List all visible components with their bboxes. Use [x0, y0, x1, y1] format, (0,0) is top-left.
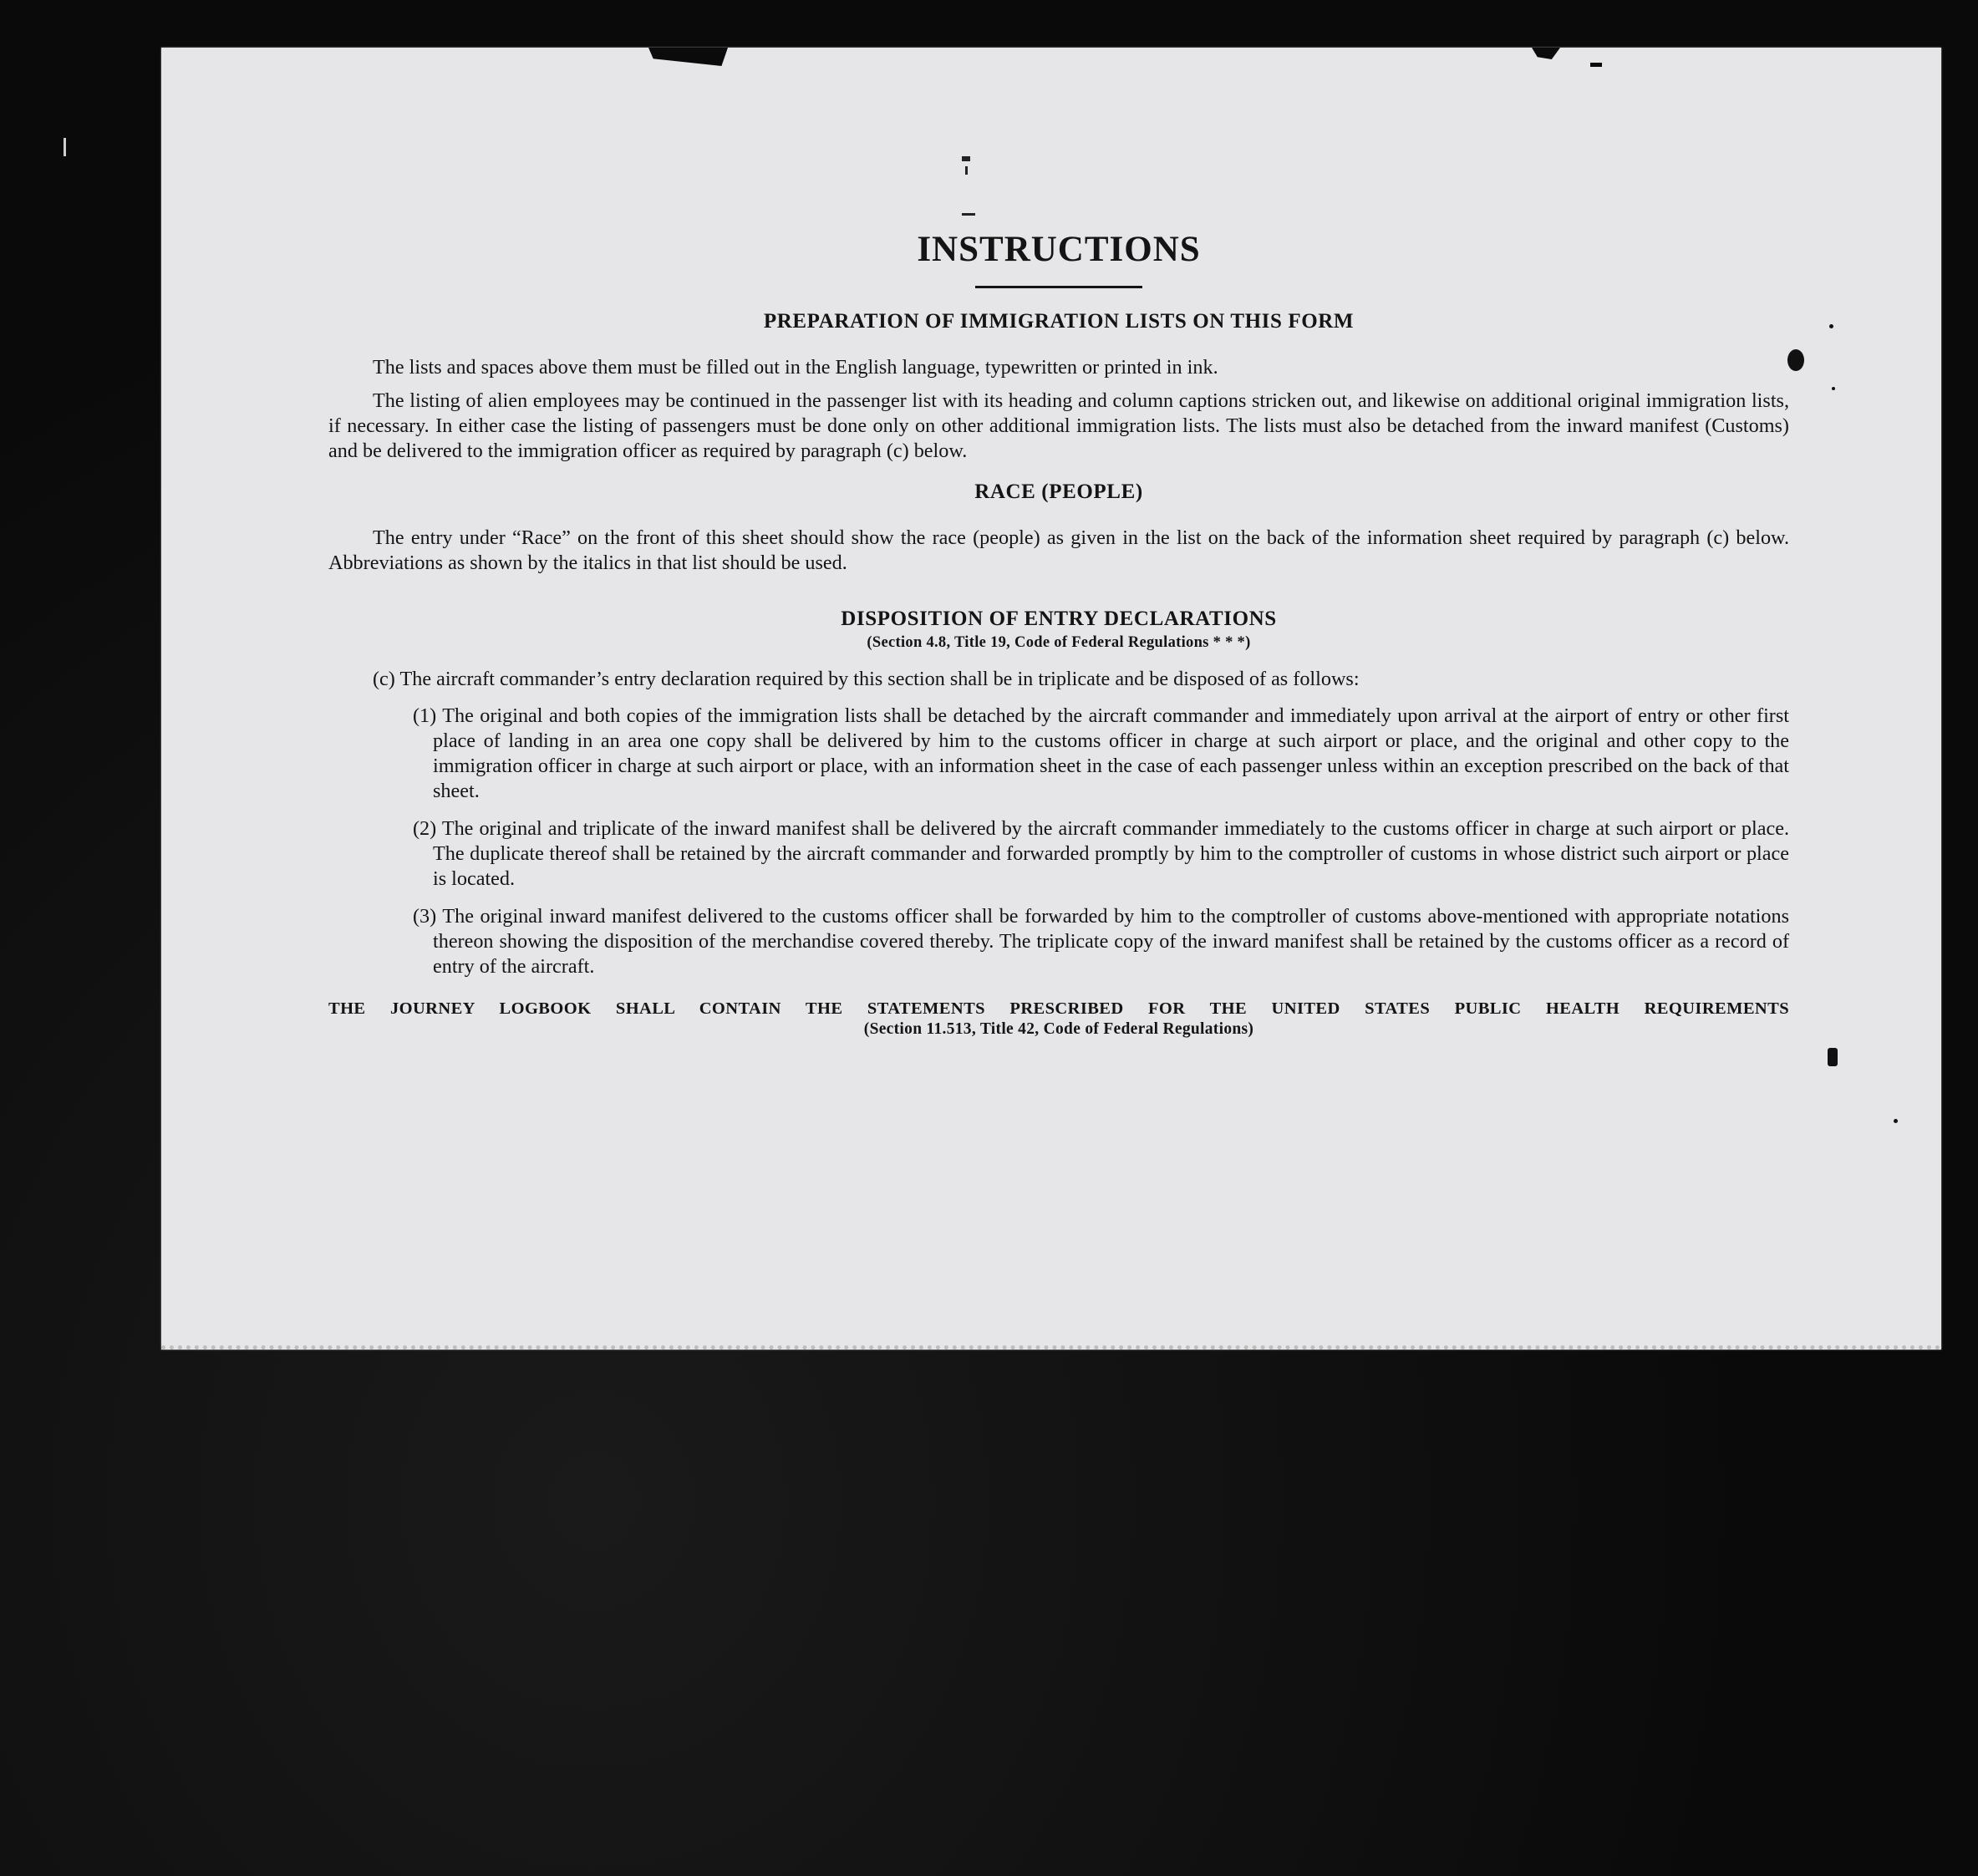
ink-blot	[1829, 324, 1833, 328]
bleed-through-text	[847, 78, 852, 103]
ink-blot	[1828, 1048, 1838, 1066]
disposition-intro: (c) The aircraft commander’s entry declaration required by this section shall be in triplicate and be disposed of as follows:	[373, 668, 1360, 690]
health-requirements-citation: (Section 11.513, Title 42, Code of Federal Regulations)	[863, 1020, 1254, 1038]
race-heading: RACE (PEOPLE)	[974, 480, 1143, 503]
preparation-paragraph-2: The listing of alien employees may be continued in the passenger list with its heading and column captions stricken out, and likewise on additional original immigration lists, if necessary. In either case the listing of passengers must be done only on other additional immigration lists. The lists must also be detached from the inward manifest (Customs) and be delivered to the immigration officer as required by paragraph (c) below.	[328, 389, 1789, 462]
document-sheet	[161, 48, 1941, 1350]
health-requirements-statement: THE JOURNEY LOGBOOK SHALL CONTAIN THE STATEMENTS PRESCRIBED FOR THE UNITED STATES PUBLIC HEALTH REQUIREMENTS	[328, 999, 1789, 1018]
torn-edge-mark	[1590, 63, 1602, 67]
preparation-heading: PREPARATION OF IMMIGRATION LISTS ON THIS FORM	[763, 310, 1355, 333]
ink-mark	[965, 166, 968, 175]
disposition-list	[328, 704, 1789, 979]
ink-blot	[1894, 1119, 1898, 1123]
torn-edge-mark	[1532, 48, 1560, 59]
page-title: INSTRUCTIONS	[917, 230, 1201, 269]
title-underline	[975, 286, 1142, 288]
race-paragraph: The entry under “Race” on the front of this sheet should show the race (people) as given in the list on the back of the information sheet required by paragraph (c) below. Abbreviations as shown by the italics in that list should be used.	[328, 526, 1789, 574]
ink-blot	[1787, 349, 1804, 371]
list-item: (2) The original and triplicate of the inward manifest shall be delivered by the aircraft commander immediately to the customs officer in charge at such airport or place. The duplicate thereof shall be retained by the aircraft commander and forwarded promptly by him to the comptroller of customs in whose district such airport or place is located.	[413, 817, 1789, 890]
bleed-through-text	[629, 106, 635, 131]
list-item: (3) The original inward manifest delivered to the customs officer shall be forwarded by him to the comptroller of customs above-mentioned with appropriate notations thereon showing the disposition of the merchandise covered thereby. The triplicate copy of the inward manifest shall be retained by the customs officer as a record of entry of the aircraft.	[413, 905, 1789, 978]
ink-mark	[962, 156, 970, 161]
ink-blot	[1832, 387, 1835, 390]
list-item: (1) The original and both copies of the immigration lists shall be detached by the aircraft commander and immediately upon arrival at the airport of entry or other first place of landing in an area one copy shall be delivered by him to the customs officer in charge at such airport or place, and the original and other copy to the immigration officer in charge at such airport or place, with an information sheet in the case of each passenger unless within an exception prescribed on the back of that sheet.	[413, 704, 1789, 802]
ink-mark	[962, 213, 975, 216]
scan-artifact	[64, 138, 66, 156]
torn-edge-mark	[648, 48, 728, 66]
instructions-content	[328, 231, 1789, 1039]
disposition-citation: (Section 4.8, Title 19, Code of Federal Regulations * * *)	[867, 634, 1251, 651]
preparation-paragraph-1: The lists and spaces above them must be filled out in the English language, typewritten or printed in ink.	[373, 356, 1218, 379]
disposition-heading: DISPOSITION OF ENTRY DECLARATIONS	[841, 608, 1277, 630]
